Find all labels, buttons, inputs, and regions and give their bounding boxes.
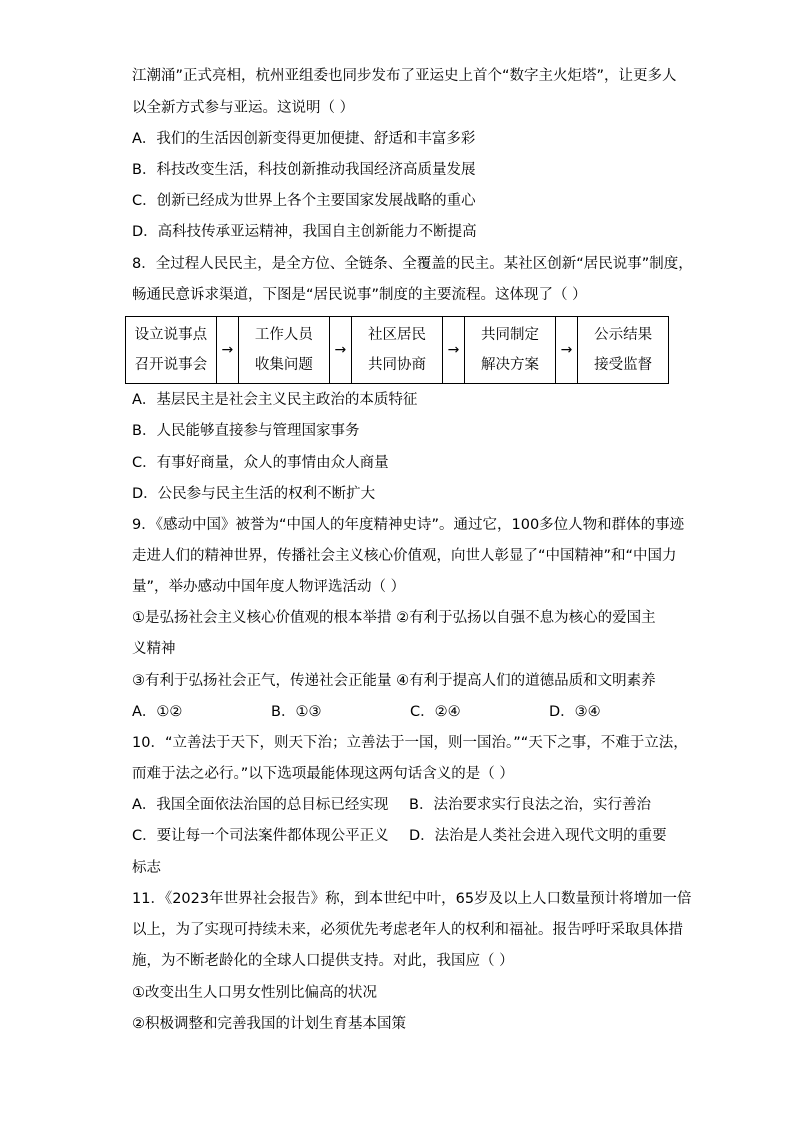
flow-step-5 <box>578 317 669 384</box>
q8-option-c: C．有事好商量，众人的事情由众人商量 <box>132 455 389 471</box>
flow-step-1-bottom: 召开说事会 <box>134 357 208 373</box>
flow-step-3-bottom: 共同协商 <box>367 357 426 373</box>
q8-option-a: A．基层民主是社会主义民主政治的本质特征 <box>132 392 418 408</box>
q7-option-a: A．我们的生活因创新变得更加便捷、舒适和丰富多彩 <box>132 131 476 147</box>
flow-step-5-top: 公示结果 <box>594 327 653 343</box>
flow-arrow-2: → <box>329 317 351 384</box>
q11-statement-2: ②积极调整和完善我国的计划生育基本国策 <box>132 1016 406 1032</box>
q7-stem-line2: 以全新方式参与亚运。这说明（ ） <box>132 100 355 116</box>
q9-stem-line1: 9．《感动中国》被誉为“中国人的年度精神史诗”。通过它，100多位人物和群体的事迹 <box>132 517 685 533</box>
q10-option-a: A．我国全面依法治国的总目标已经实现 <box>132 797 389 813</box>
q11-stem-line3: 施，为不断老龄化的全球人口提供支持。对此，我国应（ ） <box>132 953 514 969</box>
flow-arrow-4: → <box>555 317 577 384</box>
q9-option-a: A．①② <box>132 704 183 720</box>
q7-stem-line1: 江潮涌”正式亮相，杭州亚组委也同步发布了亚运史上首个“数字主火炬塔”，让更多人 <box>132 68 677 84</box>
q9-stem-line2: 走进人们的精神世界，传播社会主义核心价值观，向世人彰显了“中国精神”和“中国力 <box>132 548 677 564</box>
q10-option-b: B．法治要求实行良法之治，实行善治 <box>409 797 651 813</box>
q9-option-b: B．①③ <box>271 704 322 720</box>
flow-step-2-bottom: 收集问题 <box>254 357 313 373</box>
q10-option-d-cont: 标志 <box>132 860 161 876</box>
q10-option-d: D．法治是人类社会进入现代文明的重要 <box>409 828 667 844</box>
flow-step-1-top: 设立说事点 <box>134 327 208 343</box>
flow-step-2-top: 工作人员 <box>254 327 313 343</box>
q8-option-d: D．公民参与民主生活的权利不断扩大 <box>132 486 376 502</box>
q7-option-d: D．高科技传承亚运精神，我国自主创新能力不断提高 <box>132 224 477 240</box>
flow-step-3 <box>352 317 443 384</box>
flow-step-1 <box>126 317 217 384</box>
q9-statement-1-2: ①是弘扬社会主义核心价值观的根本举措 ②有利于弘扬以自强不息为核心的爱国主 <box>132 610 656 626</box>
q7-option-c: C．创新已经成为世界上各个主要国家发展战略的重心 <box>132 193 476 209</box>
flow-step-3-top: 社区居民 <box>367 327 426 343</box>
flow-step-4 <box>465 317 556 384</box>
q9-stem-line3: 量”，举办感动中国年度人物评选活动（ ） <box>132 579 406 595</box>
q11-stem-line2: 以上，为了实现可持续未来，必须优先考虑老年人的权利和福祉。报告呼吁采取具体措 <box>132 922 683 938</box>
q8-flow-table <box>125 316 669 384</box>
q11-stem-line1: 11．《2023年世界社会报告》称，到本世纪中叶，65岁及以上人口数量预计将增加一倍 <box>132 891 692 907</box>
q9-option-d: D．③④ <box>549 704 601 720</box>
q8-option-b: B．人民能够直接参与管理国家事务 <box>132 423 360 439</box>
flow-step-2 <box>239 317 330 384</box>
flow-arrow-3: → <box>442 317 464 384</box>
q10-stem-line1: 10．“立善法于天下，则天下治；立善法于一国，则一国治。”“天下之事，不难于立法， <box>132 735 688 751</box>
q9-statement-2-cont: 义精神 <box>132 641 176 657</box>
q10-option-c: C．要让每一个司法案件都体现公平正义 <box>132 828 389 844</box>
flow-step-5-bottom: 接受监督 <box>594 357 653 373</box>
flow-arrow-1: → <box>216 317 238 384</box>
q8-stem-line1: 8．全过程人民民主，是全方位、全链条、全覆盖的民主。某社区创新“居民说事”制度， <box>132 256 693 272</box>
q11-statement-1: ①改变出生人口男女性别比偏高的状况 <box>132 985 377 1001</box>
q10-stem-line2: 而难于法之必行。”以下选项最能体现这两句话含义的是（ ） <box>132 766 514 782</box>
q8-stem-line2: 畅通民意诉求渠道，下图是“居民说事”制度的主要流程。这体现了（ ） <box>132 287 587 303</box>
q9-option-c: C．②④ <box>410 704 461 720</box>
q9-statement-3-4: ③有利于弘扬社会正气，传递社会正能量 ④有利于提高人们的道德品质和文明素养 <box>132 673 656 689</box>
q7-option-b: B．科技改变生活，科技创新推动我国经济高质量发展 <box>132 162 476 178</box>
flow-step-4-top: 共同制定 <box>481 327 540 343</box>
flow-step-4-bottom: 解决方案 <box>481 357 540 373</box>
